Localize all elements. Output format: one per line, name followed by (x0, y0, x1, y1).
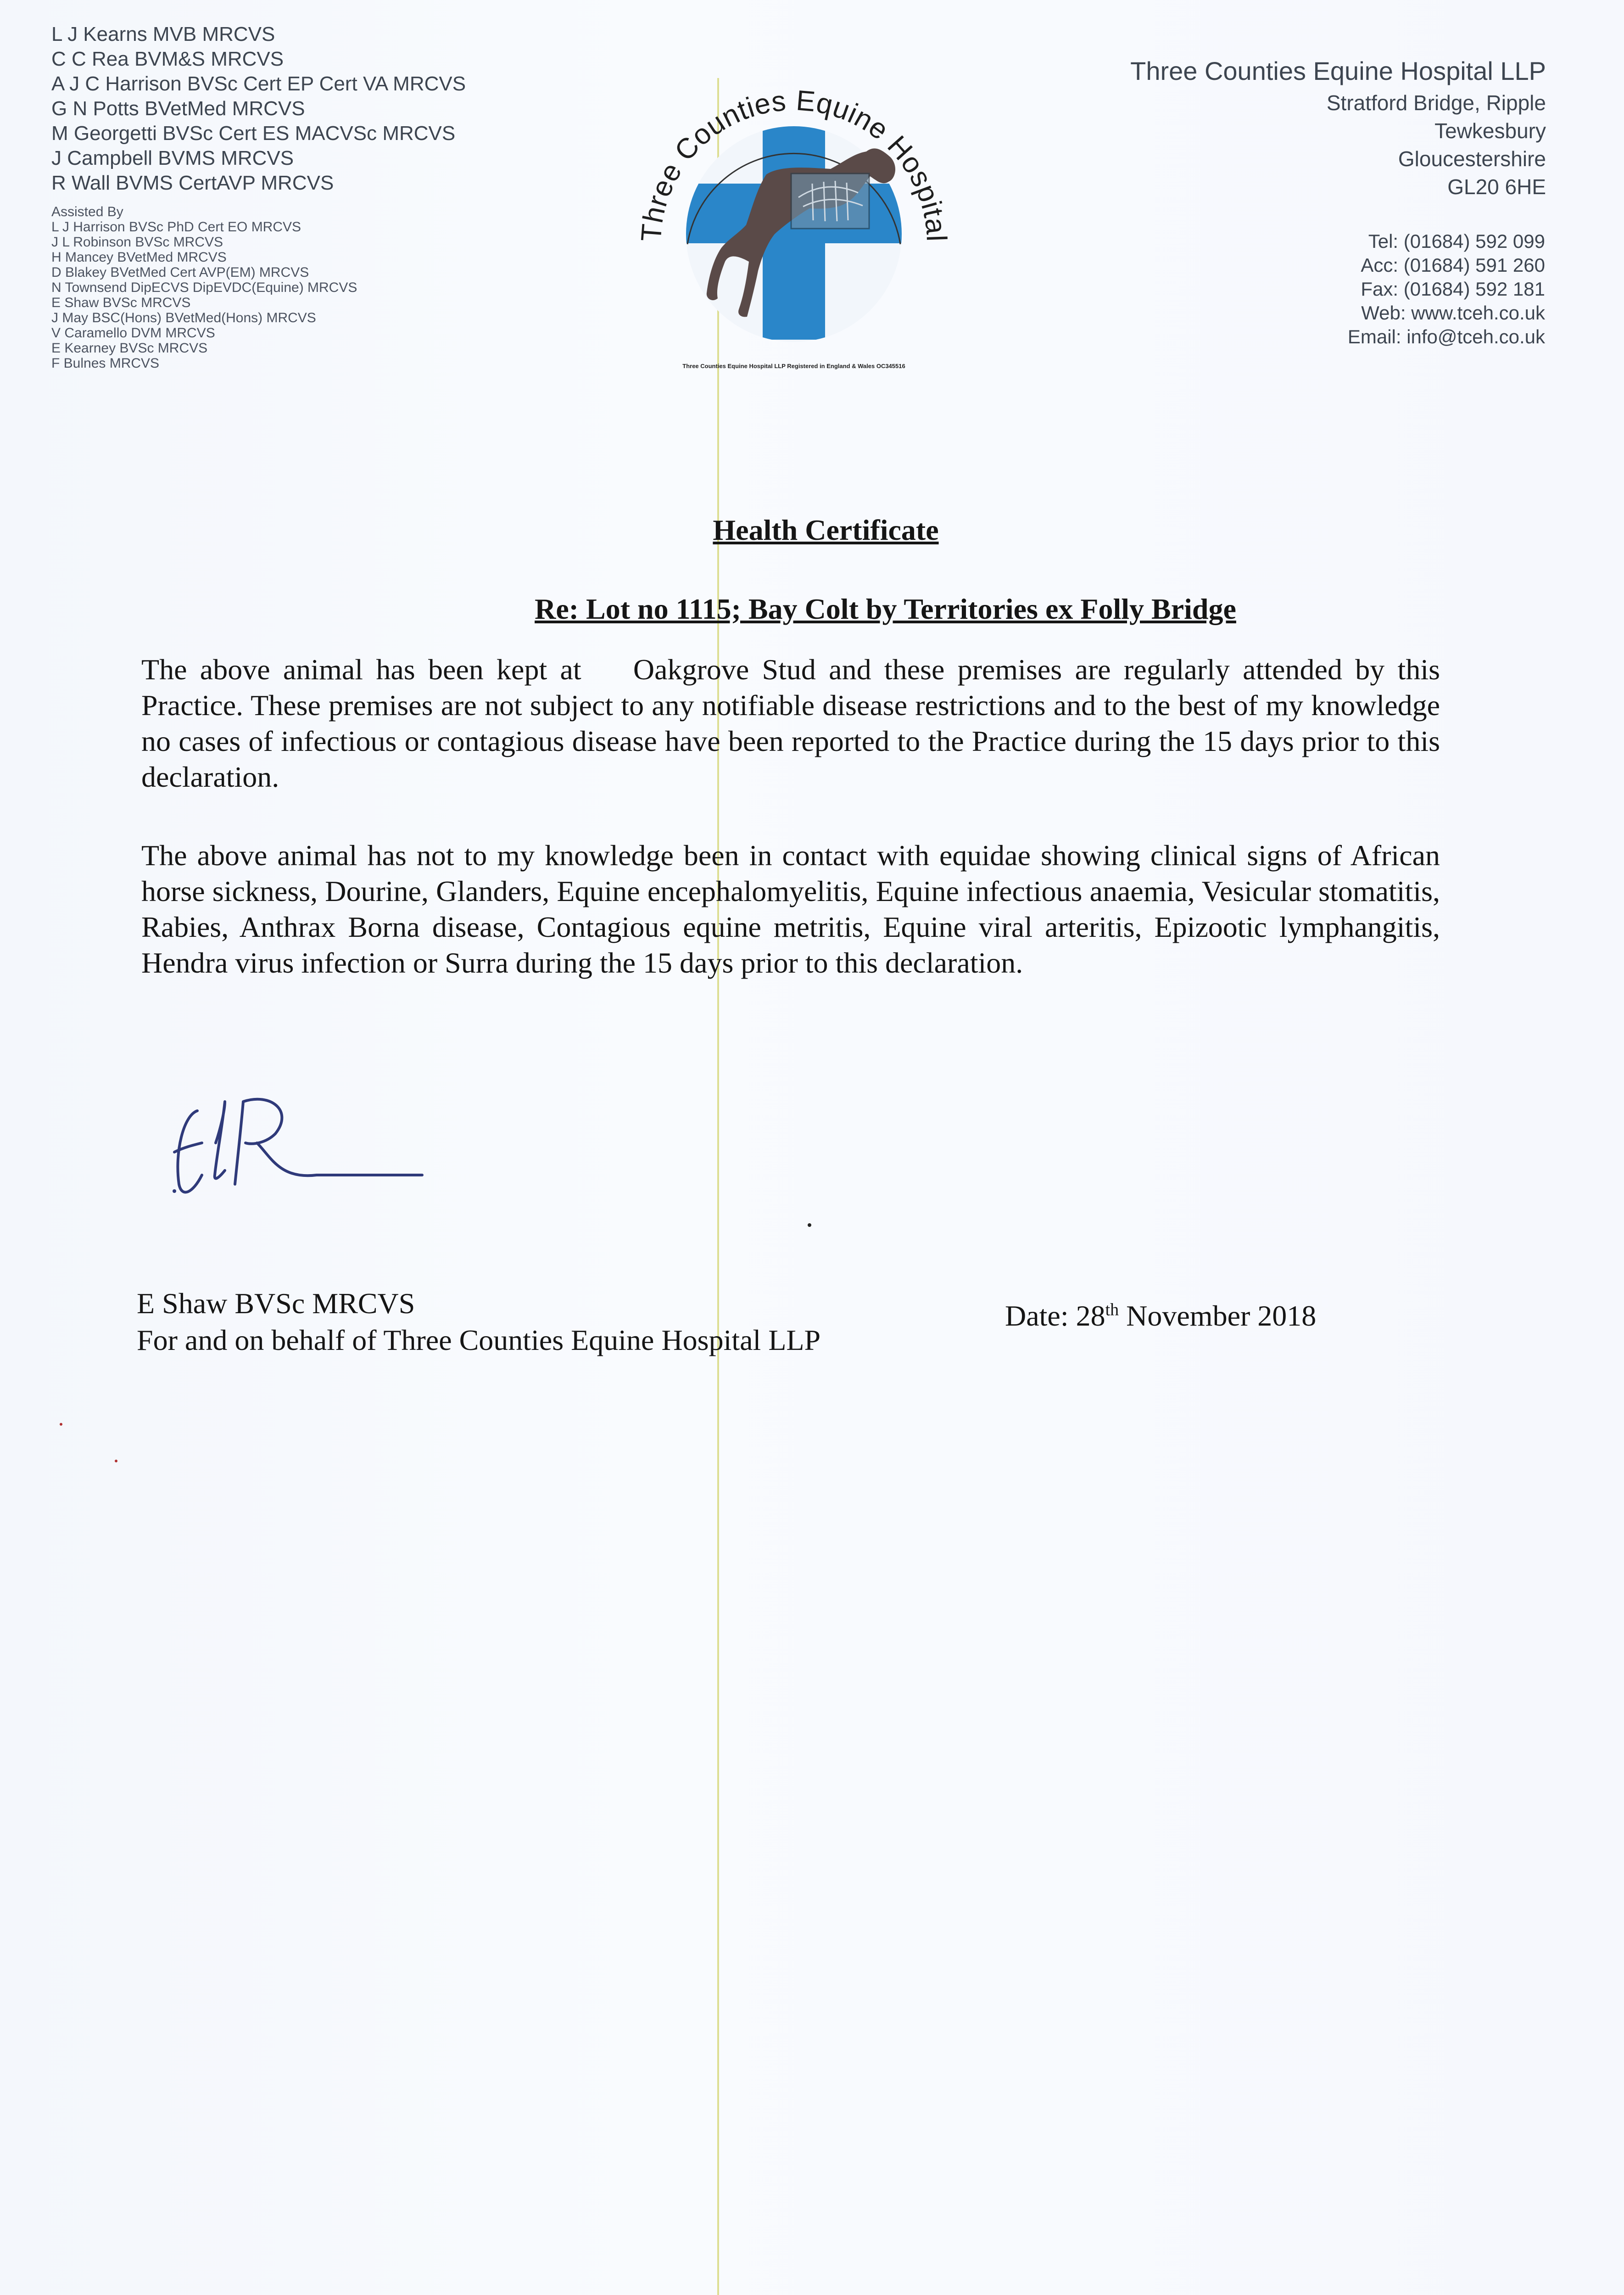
signer-name: E Shaw BVSc MRCVS (137, 1287, 415, 1320)
signoff-block (137, 1285, 820, 1359)
contact-fax: Fax: (01684) 592 181 (1361, 278, 1545, 300)
vet-name: R Wall BVMS CertAVP MRCVS (51, 172, 334, 194)
vet-name: L J Kearns MVB MRCVS (51, 23, 275, 45)
signer-behalf: For and on behalf of Three Counties Equine Hospital LLP (137, 1324, 821, 1356)
certificate-date (1005, 1299, 1316, 1333)
assisting-vet-name: E Shaw BVSc MRCVS (51, 295, 191, 310)
address-line: Gloucestershire (1398, 147, 1546, 171)
stray-mark (115, 1460, 117, 1462)
certificate-subject: Re: Lot no 1115; Bay Colt by Territories ex Folly Bridge (535, 593, 1236, 625)
address-line: Stratford Bridge, Ripple (1326, 91, 1546, 115)
date-suffix: November 2018 (1119, 1299, 1317, 1332)
hospital-address (1130, 55, 1546, 201)
logo-ring-textpath: Three Counties Equine Hospital (635, 84, 953, 243)
contact-tel: Tel: (01684) 592 099 (1368, 230, 1545, 252)
handwritten-signature (165, 1083, 441, 1221)
hospital-name: Three Counties Equine Hospital LLP (1130, 56, 1546, 85)
assisting-vet-name: V Caramello DVM MRCVS (51, 325, 215, 341)
logo-registration-text: Three Counties Equine Hospital LLP Registered in England & Wales OC345516 (682, 363, 905, 369)
address-line: Tewkesbury (1434, 119, 1546, 143)
date-ordinal: th (1105, 1300, 1119, 1320)
assisting-vet-name: F Bulnes MRCVS (51, 356, 160, 371)
vet-name: G N Potts BVetMed MRCVS (51, 97, 305, 120)
assisting-vet-name: E Kearney BVSc MRCVS (51, 341, 208, 356)
assisting-vet-list (51, 204, 357, 371)
assisted-label: Assisted By (51, 204, 123, 219)
assisting-vet-name: H Mancey BVetMed MRCVS (51, 250, 227, 265)
certificate-paragraph: The above animal has not to my knowledge been in contact with equidae showing clinical signs of African horse sickness, Dourine, Glanders, Equine encephalomyelitis, Equine infectious anaemia, Vesicular stomatitis, Rabies, Anthrax Borna disease, Contagious equine metritis, Equine viral arteritis, Epizootic lymphangitis, Hendra virus infection or Surra during the 15 days prior to this declaration. (141, 839, 1440, 979)
contact-web: Web: www.tceh.co.uk (1361, 302, 1545, 324)
vet-name: J Campbell BVMS MRCVS (51, 147, 294, 169)
hospital-logo (615, 60, 973, 381)
stray-mark (60, 1423, 62, 1426)
vet-name: A J C Harrison BVSc Cert EP Cert VA MRCVS (51, 73, 466, 95)
certificate-paragraph: The above animal has been kept at Oakgrove Stud and these premises are regularly attended by this Practice. These premises are not subject to any notifiable disease restrictions and to the best of my knowledge no cases of infectious or contagious disease have been reported to the Practice during the 15 days prior to this declaration. (141, 653, 1447, 793)
assisting-vet-name: J May BSC(Hons) BVetMed(Hons) MRCVS (51, 310, 316, 325)
assisting-vet-name: L J Harrison BVSc PhD Cert EO MRCVS (51, 219, 301, 235)
assisting-vet-name: J L Robinson BVSc MRCVS (51, 235, 223, 250)
stray-mark (808, 1223, 811, 1227)
date-prefix: Date: 28 (1005, 1299, 1105, 1332)
assisting-vet-name: N Townsend DipECVS DipEVDC(Equine) MRCVS (51, 280, 357, 295)
assisting-vet-name: D Blakey BVetMed Cert AVP(EM) MRCVS (51, 265, 309, 280)
paper-fold-line (717, 78, 719, 2295)
certificate-title: Health Certificate (713, 514, 939, 546)
contact-acc: Acc: (01684) 591 260 (1361, 254, 1545, 276)
vet-list (51, 22, 466, 196)
address-postcode: GL20 6HE (1447, 175, 1546, 199)
vet-name: C C Rea BVM&S MRCVS (51, 48, 284, 70)
hospital-contact (1348, 230, 1545, 349)
contact-email: Email: info@tceh.co.uk (1347, 326, 1545, 347)
vet-name: M Georgetti BVSc Cert ES MACVSc MRCVS (51, 122, 456, 145)
